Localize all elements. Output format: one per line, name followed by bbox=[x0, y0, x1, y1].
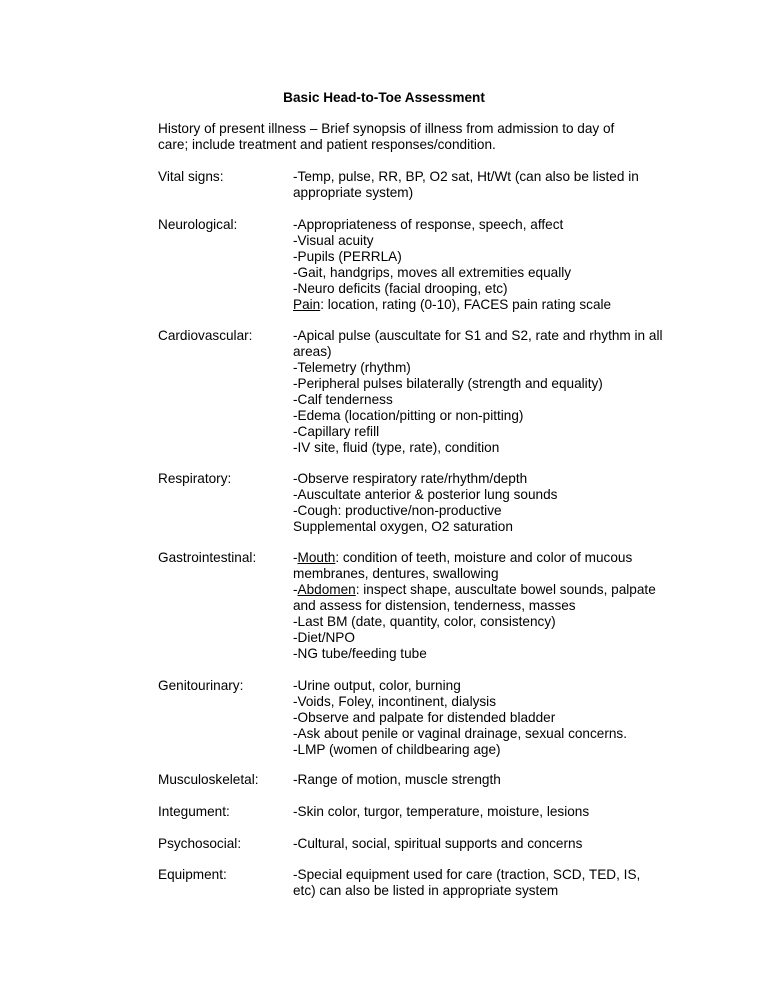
list-item-mouth bbox=[293, 550, 663, 582]
abdomen-text: : inspect shape, auscultate bowel sounds, palpate and assess for distension, tenderness, masses bbox=[293, 582, 656, 613]
section-items bbox=[293, 772, 663, 788]
list-item: -Urine output, color, burning bbox=[293, 678, 461, 693]
list-item-abdomen bbox=[293, 582, 663, 614]
section-label: Psychosocial: bbox=[158, 836, 242, 851]
section-items bbox=[293, 169, 663, 201]
list-item: -Edema (location/pitting or non-pitting) bbox=[293, 408, 524, 423]
mouth-dash: - bbox=[293, 550, 298, 565]
list-item: -Capillary refill bbox=[293, 424, 380, 439]
section-items bbox=[293, 804, 663, 820]
abdomen-label: Abdomen bbox=[297, 582, 356, 597]
section-items bbox=[293, 550, 663, 662]
list-item: -Observe respiratory rate/rhythm/depth bbox=[293, 471, 528, 486]
list-item: -Diet/NPO bbox=[293, 630, 355, 645]
section-items bbox=[293, 836, 663, 852]
list-item: -Pupils (PERRLA) bbox=[293, 249, 402, 264]
list-item: -Range of motion, muscle strength bbox=[293, 772, 501, 787]
section-items bbox=[293, 678, 663, 758]
list-item: Supplemental oxygen, O2 saturation bbox=[293, 519, 513, 534]
list-item: -Peripheral pulses bilaterally (strength and equality) bbox=[293, 376, 603, 391]
document-title: Basic Head-to-Toe Assessment bbox=[283, 90, 485, 105]
section-items bbox=[293, 217, 663, 313]
list-item: -Last BM (date, quantity, color, consistency) bbox=[293, 614, 556, 629]
section-label: Respiratory: bbox=[158, 471, 232, 486]
list-item: -Special equipment used for care (traction, SCD, TED, IS, etc) can also be listed in appropriate system bbox=[293, 867, 641, 898]
section-label: Equipment: bbox=[158, 867, 227, 882]
mouth-text: : condition of teeth, moisture and color of mucous membranes, dentures, swallowing bbox=[293, 550, 633, 581]
list-item: -Apical pulse (auscultate for S1 and S2, rate and rhythm in all areas) bbox=[293, 328, 663, 359]
list-item: -Telemetry (rhythm) bbox=[293, 360, 411, 375]
section-label: Integument: bbox=[158, 804, 230, 819]
section-items bbox=[293, 328, 663, 456]
section-items bbox=[293, 471, 663, 535]
list-item: -Appropriateness of response, speech, affect bbox=[293, 217, 564, 232]
section-label: Neurological: bbox=[158, 217, 238, 232]
list-item: -Voids, Foley, incontinent, dialysis bbox=[293, 694, 496, 709]
pain-text: : location, rating (0-10), FACES pain rating scale bbox=[320, 297, 612, 312]
list-item: -Visual acuity bbox=[293, 233, 374, 248]
section-label: Cardiovascular: bbox=[158, 328, 253, 343]
list-item: -Ask about penile or vaginal drainage, sexual concerns. bbox=[293, 726, 628, 741]
list-item: -Neuro deficits (facial drooping, etc) bbox=[293, 281, 508, 296]
list-item: -Cough: productive/non-productive bbox=[293, 503, 502, 518]
list-item: -Skin color, turgor, temperature, moisture, lesions bbox=[293, 804, 590, 819]
list-item: -IV site, fluid (type, rate), condition bbox=[293, 440, 500, 455]
section-label: Vital signs: bbox=[158, 169, 224, 184]
list-item: -Calf tenderness bbox=[293, 392, 393, 407]
mouth-label: Mouth bbox=[297, 550, 336, 565]
section-label: Musculoskeletal: bbox=[158, 772, 259, 787]
section-label: Genitourinary: bbox=[158, 678, 244, 693]
list-item: -Gait, handgrips, moves all extremities equally bbox=[293, 265, 572, 280]
abdomen-dash: - bbox=[293, 582, 298, 597]
list-item: -Observe and palpate for distended bladder bbox=[293, 710, 556, 725]
list-item: -NG tube/feeding tube bbox=[293, 646, 427, 661]
list-item: -LMP (women of childbearing age) bbox=[293, 742, 501, 757]
list-item: -Cultural, social, spiritual supports and concerns bbox=[293, 836, 583, 851]
list-item-pain bbox=[293, 297, 663, 313]
pain-label: Pain bbox=[293, 297, 321, 312]
history-paragraph: History of present illness – Brief synopsis of illness from admission to day of care; include treatment and patient responses/condition. bbox=[158, 121, 615, 152]
section-label: Gastrointestinal: bbox=[158, 550, 257, 565]
list-item: -Temp, pulse, RR, BP, O2 sat, Ht/Wt (can also be listed in appropriate system) bbox=[293, 169, 639, 200]
list-item: -Auscultate anterior & posterior lung sounds bbox=[293, 487, 558, 502]
section-items bbox=[293, 867, 663, 899]
